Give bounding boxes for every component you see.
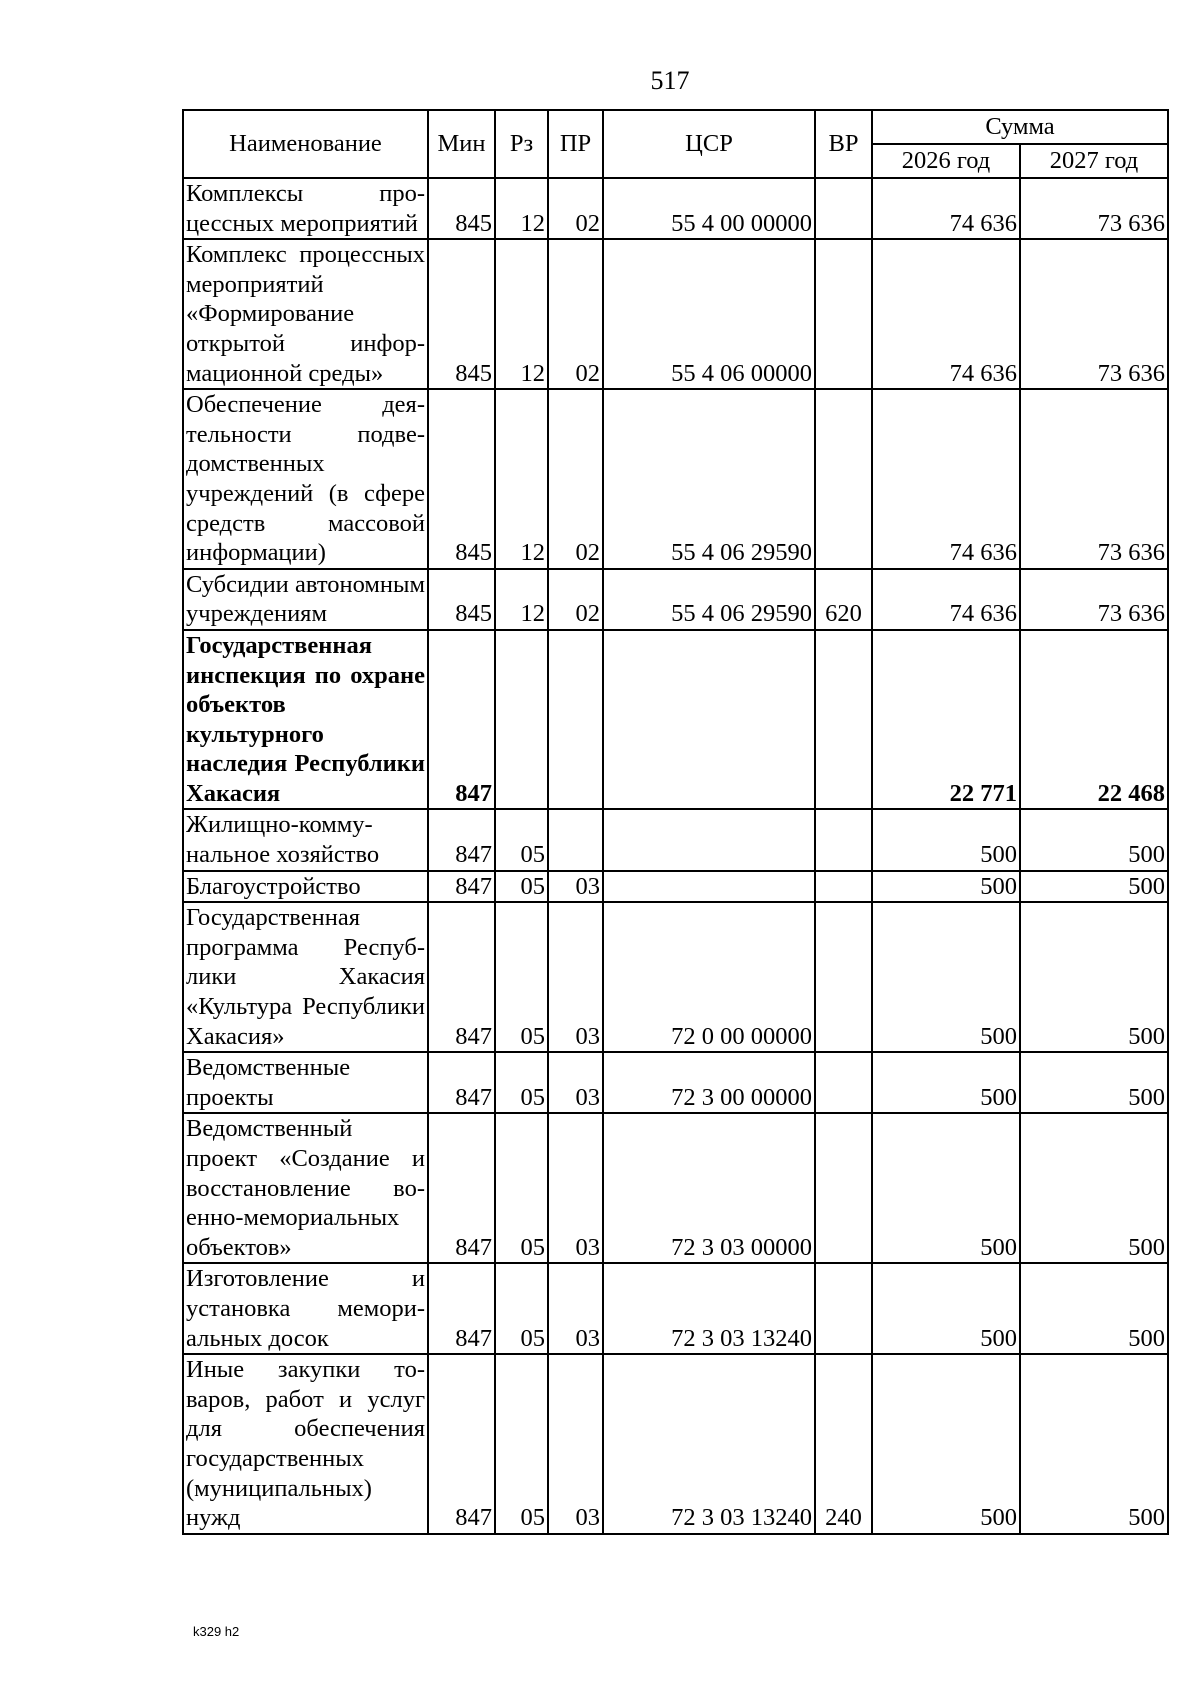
cell-name: Благоустройство bbox=[183, 871, 428, 903]
cell-vr bbox=[815, 1263, 872, 1354]
cell-rz: 12 bbox=[495, 239, 548, 389]
table-row bbox=[183, 1052, 1168, 1113]
cell-min: 847 bbox=[428, 630, 495, 810]
cell-name: Обеспечение деятельности подведомственных учреждений (в сфере средств массовой информации) bbox=[183, 389, 428, 569]
table-row bbox=[183, 871, 1168, 903]
cell-min: 847 bbox=[428, 1354, 495, 1534]
cell-y2027: 73 636 bbox=[1020, 239, 1168, 389]
cell-csr: 72 3 03 00000 bbox=[603, 1113, 815, 1263]
cell-vr bbox=[815, 239, 872, 389]
cell-min: 845 bbox=[428, 178, 495, 239]
cell-y2027: 500 bbox=[1020, 1113, 1168, 1263]
table-body bbox=[183, 178, 1168, 1534]
cell-csr: 55 4 06 00000 bbox=[603, 239, 815, 389]
cell-pr: 03 bbox=[548, 902, 603, 1052]
cell-pr: 03 bbox=[548, 1354, 603, 1534]
cell-min: 845 bbox=[428, 569, 495, 630]
cell-min: 847 bbox=[428, 1263, 495, 1354]
table-row bbox=[183, 630, 1168, 810]
cell-vr bbox=[815, 809, 872, 870]
cell-min: 847 bbox=[428, 1052, 495, 1113]
cell-min: 845 bbox=[428, 239, 495, 389]
cell-vr: 620 bbox=[815, 569, 872, 630]
page-number: 517 bbox=[650, 66, 690, 95]
cell-pr: 03 bbox=[548, 1263, 603, 1354]
table-row bbox=[183, 389, 1168, 569]
cell-y2026: 22 771 bbox=[872, 630, 1020, 810]
cell-y2027: 500 bbox=[1020, 1354, 1168, 1534]
cell-csr: 55 4 00 00000 bbox=[603, 178, 815, 239]
cell-rz: 05 bbox=[495, 902, 548, 1052]
header-2027: 2027 год bbox=[1020, 144, 1168, 178]
cell-vr bbox=[815, 1113, 872, 1263]
header-name: Наименование bbox=[183, 110, 428, 178]
cell-vr bbox=[815, 178, 872, 239]
table-row bbox=[183, 1263, 1168, 1354]
header-csr: ЦСР bbox=[603, 110, 815, 178]
header-vr: ВР bbox=[815, 110, 872, 178]
cell-csr: 72 3 00 00000 bbox=[603, 1052, 815, 1113]
cell-pr: 02 bbox=[548, 569, 603, 630]
cell-csr: 72 3 03 13240 bbox=[603, 1263, 815, 1354]
cell-y2026: 500 bbox=[872, 809, 1020, 870]
cell-y2027: 73 636 bbox=[1020, 569, 1168, 630]
cell-vr bbox=[815, 389, 872, 569]
cell-y2026: 74 636 bbox=[872, 239, 1020, 389]
cell-y2026: 74 636 bbox=[872, 389, 1020, 569]
cell-rz: 05 bbox=[495, 1052, 548, 1113]
cell-y2026: 500 bbox=[872, 1113, 1020, 1263]
cell-rz: 05 bbox=[495, 871, 548, 903]
cell-y2027: 500 bbox=[1020, 1052, 1168, 1113]
header-min: Мин bbox=[428, 110, 495, 178]
cell-csr bbox=[603, 809, 815, 870]
cell-min: 847 bbox=[428, 871, 495, 903]
cell-name: Жилищно-коммунальное хозяйство bbox=[183, 809, 428, 870]
cell-y2026: 74 636 bbox=[872, 569, 1020, 630]
table-row bbox=[183, 178, 1168, 239]
cell-pr: 02 bbox=[548, 178, 603, 239]
cell-name: Иные закупки товаров, работ и услуг для обеспечения государственных (муниципальных) нужд bbox=[183, 1354, 428, 1534]
table-row bbox=[183, 1354, 1168, 1534]
cell-name: Ведомственный проект «Создание и восстановление военно-мемориальных объектов» bbox=[183, 1113, 428, 1263]
cell-name: Комплекс процессных мероприятий «Формирование открытой информационной среды» bbox=[183, 239, 428, 389]
table-row bbox=[183, 569, 1168, 630]
cell-min: 847 bbox=[428, 809, 495, 870]
cell-vr bbox=[815, 630, 872, 810]
header-sum: Сумма bbox=[872, 110, 1168, 144]
cell-name: Изготовление и установка мемориальных досок bbox=[183, 1263, 428, 1354]
cell-csr: 72 3 03 13240 bbox=[603, 1354, 815, 1534]
table-row bbox=[183, 1113, 1168, 1263]
cell-y2026: 500 bbox=[872, 902, 1020, 1052]
cell-csr bbox=[603, 630, 815, 810]
cell-rz bbox=[495, 630, 548, 810]
cell-csr: 72 0 00 00000 bbox=[603, 902, 815, 1052]
cell-pr bbox=[548, 809, 603, 870]
cell-name: Государственная программа Республики Хакасия «Культура Республики Хакасия» bbox=[183, 902, 428, 1052]
cell-vr: 240 bbox=[815, 1354, 872, 1534]
header-pr: ПР bbox=[548, 110, 603, 178]
cell-y2027: 500 bbox=[1020, 902, 1168, 1052]
cell-pr: 02 bbox=[548, 239, 603, 389]
header-row bbox=[183, 110, 1168, 144]
cell-y2027: 22 468 bbox=[1020, 630, 1168, 810]
cell-pr: 03 bbox=[548, 1052, 603, 1113]
cell-name: Субсидии автономным учреждениям bbox=[183, 569, 428, 630]
cell-y2026: 500 bbox=[872, 1354, 1020, 1534]
cell-y2026: 500 bbox=[872, 1052, 1020, 1113]
document-code: k329 h2 bbox=[193, 1624, 240, 1639]
cell-rz: 12 bbox=[495, 389, 548, 569]
cell-csr: 55 4 06 29590 bbox=[603, 389, 815, 569]
cell-name: Ведомственные проекты bbox=[183, 1052, 428, 1113]
cell-y2026: 74 636 bbox=[872, 178, 1020, 239]
cell-rz: 05 bbox=[495, 1113, 548, 1263]
cell-rz: 12 bbox=[495, 178, 548, 239]
cell-csr bbox=[603, 871, 815, 903]
cell-vr bbox=[815, 902, 872, 1052]
cell-name: Комплексы процессных мероприятий bbox=[183, 178, 428, 239]
cell-y2027: 73 636 bbox=[1020, 389, 1168, 569]
cell-rz: 05 bbox=[495, 1263, 548, 1354]
cell-min: 847 bbox=[428, 1113, 495, 1263]
cell-y2027: 500 bbox=[1020, 1263, 1168, 1354]
cell-y2027: 500 bbox=[1020, 809, 1168, 870]
cell-min: 845 bbox=[428, 389, 495, 569]
cell-pr bbox=[548, 630, 603, 810]
cell-min: 847 bbox=[428, 902, 495, 1052]
cell-y2027: 73 636 bbox=[1020, 178, 1168, 239]
cell-y2027: 500 bbox=[1020, 871, 1168, 903]
cell-vr bbox=[815, 871, 872, 903]
cell-y2026: 500 bbox=[872, 871, 1020, 903]
cell-pr: 02 bbox=[548, 389, 603, 569]
header-rz: Рз bbox=[495, 110, 548, 178]
cell-rz: 05 bbox=[495, 1354, 548, 1534]
budget-table bbox=[182, 109, 1169, 1535]
cell-name: Государственная инспекция по охране объектов культурного наследия Республики Хакасия bbox=[183, 630, 428, 810]
cell-pr: 03 bbox=[548, 1113, 603, 1263]
table-row bbox=[183, 809, 1168, 870]
cell-rz: 05 bbox=[495, 809, 548, 870]
cell-vr bbox=[815, 1052, 872, 1113]
cell-rz: 12 bbox=[495, 569, 548, 630]
table-row bbox=[183, 902, 1168, 1052]
cell-y2026: 500 bbox=[872, 1263, 1020, 1354]
cell-csr: 55 4 06 29590 bbox=[603, 569, 815, 630]
cell-pr: 03 bbox=[548, 871, 603, 903]
header-2026: 2026 год bbox=[872, 144, 1020, 178]
table-row bbox=[183, 239, 1168, 389]
